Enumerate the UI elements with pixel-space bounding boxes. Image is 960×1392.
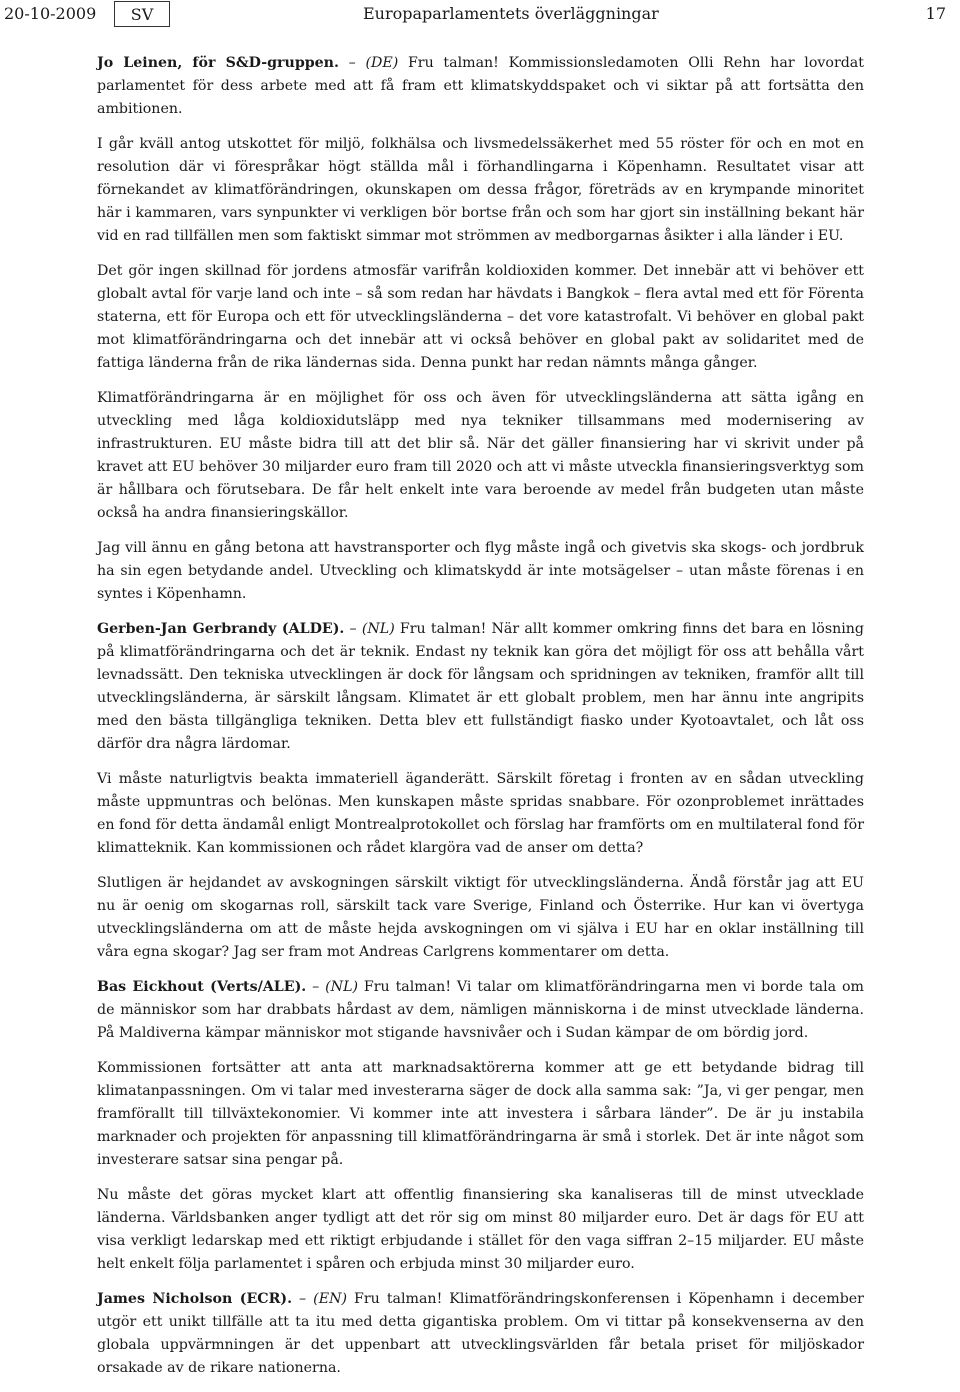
- dash-separator: –: [344, 621, 362, 637]
- paragraph-text: Fru talman! Klimatförändringskonferensen i Köpenhamn i december utgör ett unikt tillfälle att ta itu med detta gigantiska problem. Om vi tittar på konsekvenserna av den globala uppvärmningen är det uppenbart att utvecklingsvärlden får betala priset för miljöskador orsakade av de rikare nationerna.: [97, 1291, 864, 1376]
- language-code-box: SV: [114, 1, 170, 27]
- paragraph: Vi måste naturligtvis beakta immateriell äganderätt. Särskilt företag i fronten av en sådan utveckling måste uppmuntras och belönas. Men kunskapen måste spridas snabbare. För ozonproblemet inrättades en fond för detta ändamål enligt Montrealprotokollet och förslag har framförts om en multilateral fond för klimatteknik. Kan kommissionen och rådet klargöra vad de anser om detta?: [97, 771, 864, 856]
- paragraph-text: Fru talman! Kommissionsledamoten Olli Rehn har lovordat parlamentet för dess arbete med att få fram ett klimatskyddspaket och vi siktar på att fortsätta den ambitionen.: [97, 55, 864, 117]
- paragraph: [97, 52, 864, 121]
- language-tag: (NL): [361, 621, 395, 637]
- speaker-name: Jo Leinen, för S&D-gruppen.: [97, 55, 339, 71]
- speaker-name: James Nicholson (ECR).: [97, 1291, 293, 1307]
- paragraph: Det gör ingen skillnad för jordens atmosfär varifrån koldioxiden kommer. Det innebär att vi behöver ett globalt avtal för varje land och inte – så som redan har hävdats i Bangkok – flera avtal med ett för Förenta staterna, ett för Europa och ett för utvecklingsländerna – det vore katastrofalt. Vi behöver en global pakt mot klimatförändringarna och det innebär att vi också behöver en global pakt av solidaritet med de fattiga länderna från de rika ländernas sida. Denna punkt har redan nämnts många gånger.: [97, 263, 864, 371]
- header-title: Europaparlamentets överläggningar: [363, 4, 659, 23]
- dash-separator: –: [292, 1291, 314, 1307]
- page-number: 17: [925, 4, 946, 23]
- paragraph: Slutligen är hejdandet av avskogningen särskilt viktigt för utvecklingsländerna. Ändå förstår jag att EU nu är oenig om skogarnas roll, särskilt tack vare Sverige, Finland och Österrike. Hur kan vi övertyga utvecklingsländerna om att de måste hejda avskogningen om vi själva i EU har en oklar inställning till våra egna skogar? Jag ser fram mot Andreas Carlgrens kommentarer om detta.: [97, 875, 864, 960]
- language-tag: (NL): [325, 979, 359, 995]
- page-header: [0, 0, 960, 32]
- document-body: [97, 52, 864, 1392]
- language-tag: (DE): [365, 55, 399, 71]
- paragraph: Nu måste det göras mycket klart att offentlig finansiering ska kanaliseras till de minst utvecklade länderna. Världsbanken anger tydligt att det rör sig om minst 80 miljarder euro. Det är dags för EU att visa verkligt ledarskap med ett riktigt erbjudande i stället för den vaga siffran 2–15 miljarder. EU måste helt enkelt följa parlamentet i spåren och erbjuda minst 30 miljarder euro.: [97, 1187, 864, 1272]
- paragraph-text: Fru talman! Vi talar om klimatförändringarna men vi borde tala om de människor som har drabbats hårdast av dem, nämligen människorna i de minst utvecklade länderna. På Maldiverna kämpar människor mot stigande havsnivåer och i Sudan kämpar de om bördig jord.: [97, 979, 864, 1041]
- dash-separator: –: [306, 979, 326, 995]
- paragraph-text: Fru talman! När allt kommer omkring finns det bara en lösning på klimatförändringarna och det är teknik. Endast ny teknik kan göra det möjligt för oss att behålla vårt levnadssätt. Den tekniska utvecklingen är dock för långsam och spridningen av tekniken, framför allt till utvecklingsländerna, är särskilt långsam. Klimatet är ett globalt problem, men har ännu inte angripits med den bästa tillgängliga tekniken. Detta blev ett fullständigt fiasko under Kyotoavtalet, och låt oss därför dra några lärdomar.: [97, 621, 864, 752]
- paragraph: [97, 618, 864, 756]
- paragraph: [97, 976, 864, 1045]
- paragraph: Kommissionen fortsätter att anta att marknadsaktörerna kommer att ge ett betydande bidrag till klimatanpassningen. Om vi talar med investerarna säger de dock alla samma sak: ”Ja, vi ger pengar, men framförallt till tillväxtekonomier. Vi kommer inte att investera i sårbara länder”. De är ju instabila marknader och projekten för anpassning till klimatförändringarna är små i storlek. Det är inte något som investerare satsar sina pengar på.: [97, 1060, 864, 1168]
- speaker-name: Gerben-Jan Gerbrandy (ALDE).: [97, 621, 345, 637]
- speaker-name: Bas Eickhout (Verts/ALE).: [97, 979, 307, 995]
- header-date: 20-10-2009: [4, 4, 97, 23]
- dash-separator: –: [338, 55, 366, 71]
- paragraph: [97, 1288, 864, 1380]
- paragraph: I går kväll antog utskottet för miljö, folkhälsa och livsmedelssäkerhet med 55 röster för och en mot en resolution där vi förespråkar högt ställda mål i förhandlingarna i Köpenhamn. Resultatet visar att förnekandet av klimatförändringen, okunskapen om dessa frågor, företräds av en krympande minoritet här i kammaren, vars synpunkter vi verkligen bör bortse från och som har gjort sin inställning bekant här vid en rad tillfällen men som faktiskt simmar mot strömmen av medborgarnas åsikter i alla länder i EU.: [97, 136, 864, 244]
- language-tag: (EN): [313, 1291, 348, 1307]
- paragraph: Jag vill ännu en gång betona att havstransporter och flyg måste ingå och givetvis ska skogs- och jordbruk ha sin egen betydande andel. Utveckling och klimatskydd är inte motsägelser – utan måste förenas i en syntes i Köpenhamn.: [97, 540, 864, 602]
- paragraph: Klimatförändringarna är en möjlighet för oss och även för utvecklingsländerna att sätta igång en utveckling med låga koldioxidutsläpp med nya tekniker tillsammans med modernisering av infrastrukturen. EU måste bidra till att det blir så. När det gäller finansiering har vi skrivit under på kravet att EU behöver 30 miljarder euro fram till 2020 och att vi måste utveckla finansieringsverktyg som är hållbara och förutsebara. De får helt enkelt inte vara beroende av medel från budgeten utan måste också ha andra finansieringskällor.: [97, 390, 864, 521]
